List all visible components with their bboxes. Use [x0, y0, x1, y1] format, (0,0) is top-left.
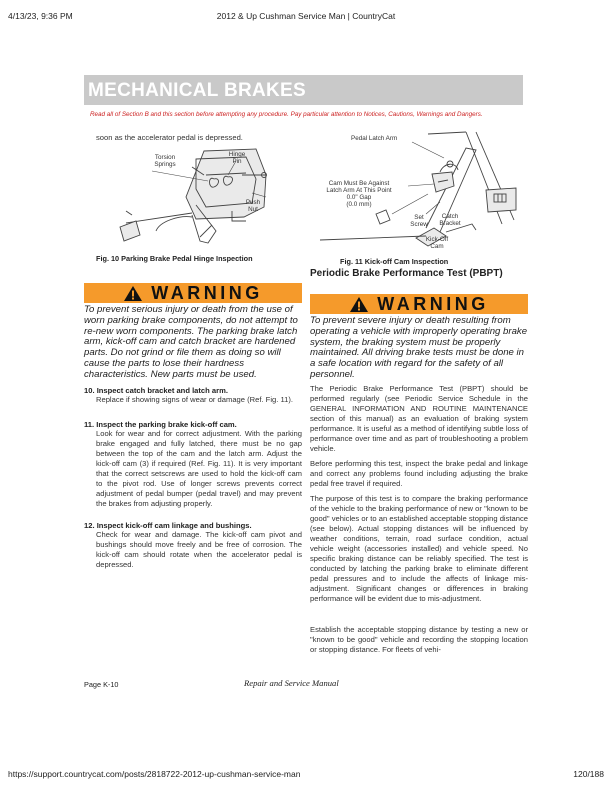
safety-notice: Read all of Section B and this section before attempting any procedure. Pay particular attention to Notices, Cautions, Warnings and Dangers. — [90, 111, 483, 118]
figure-10 — [96, 145, 306, 245]
label-push-nut: Push Nut — [245, 199, 261, 213]
step-10-body: Replace if showing signs of wear or damage (Ref. Fig. 11). — [96, 395, 293, 404]
fig11-caption: Fig. 11 Kick-off Cam Inspection — [340, 257, 449, 266]
manual-title: Repair and Service Manual — [244, 678, 339, 688]
step-10-number: 10. — [84, 386, 95, 395]
warning-banner-right — [310, 294, 528, 314]
label-pedal-latch-arm: Pedal Latch Arm — [351, 135, 398, 142]
warning-text-right: To prevent severe injury or death resulting from operating a vehicle with improperly operating brake system, the braking system must be properly maintained. All driving brake tests must be done in a safe location with regard for the safety of all personnel. — [310, 315, 528, 380]
pbpt-heading: Periodic Brake Performance Test (PBPT) — [310, 268, 503, 279]
print-page-title: 2012 & Up Cushman Service Man | CountryCat — [216, 11, 396, 21]
warning-triangle-icon — [123, 285, 143, 302]
fig10-caption: Fig. 10 Parking Brake Pedal Hinge Inspection — [96, 254, 253, 263]
page-number: Page K-10 — [84, 680, 119, 689]
step-10-title: Inspect catch bracket and latch arm. — [96, 386, 228, 395]
warning-banner-left — [84, 283, 302, 303]
step-11-number: 11. — [84, 420, 95, 429]
label-torsion-springs: Torsion Springs — [154, 154, 176, 168]
label-cam-against-latch: Cam Must Be Against Latch Arm At This Point 0.0" Gap (0.0 mm) — [326, 180, 392, 208]
pbpt-paragraph-2: Before performing this test, inspect the brake pedal and linkage and correct any problems found including adjusting the brake pedal free travel if required. — [310, 459, 528, 488]
step-12-title: Inspect kick-off cam linkage and bushings. — [96, 521, 252, 530]
warning-text-left: To prevent serious injury or death from the use of worn parking brake components, do not attempt to re-new worn components. The parking brake latch arm, kick-off cam and catch bracket are hardened parts. Do not grind or file them as doing so will cause the parts to lose their hardness characteristics. New parts must be used. — [84, 304, 298, 380]
warning-triangle-icon — [349, 296, 369, 313]
section-banner — [84, 75, 523, 105]
step-11 — [84, 420, 302, 509]
label-kickoff-cam: Kick-Off Cam — [425, 236, 449, 250]
step-12-body: Check for wear and damage. The kick-off cam pivot and bushings should move freely and be free of corrosion. The kick-off cam should rotate when the accelerator pedal is depressed. — [96, 530, 302, 569]
label-set-screw: Set Screw — [410, 214, 428, 228]
warning-word-left: WARNING — [151, 282, 263, 303]
pbpt-paragraph-4: Establish the acceptable stopping distance by testing a new or "known to be good" vehicle and recording the stopping location or stopping distance. For fleets of vehi- — [310, 625, 528, 654]
section-title: MECHANICAL BRAKES — [88, 80, 306, 101]
print-page-count: 120/188 — [573, 769, 604, 779]
print-url: https://support.countrycat.com/posts/2818722-2012-up-cushman-service-man — [8, 769, 301, 779]
step-10 — [84, 386, 302, 405]
step-11-title: Inspect the parking brake kick-off cam. — [96, 420, 237, 429]
label-catch-bracket: Catch Bracket — [439, 213, 461, 227]
warning-word-right: WARNING — [377, 293, 489, 314]
print-datetime: 4/13/23, 9:36 PM — [8, 11, 73, 21]
step-12 — [84, 521, 302, 570]
label-hinge-pin: Hinge Pin — [228, 151, 246, 165]
pbpt-paragraph-3: The purpose of this test is to compare the braking performance of the vehicle to the braking performance of new or "known to be good" vehicles or to an established acceptable stopping distance (see below). Actual stopping distances will be influenced by weather conditions, terrain, road surface condition, actual vehicle weight (accessories installed) and vehicle speed. No specific braking distance can be reliably specified. The test is conducted by latching the parking brake to eliminate different pedal pressures and to include the affects of linkage mis-adjustment. Significant changes or differences in braking performance will be evident due to mis-adjustment. — [310, 494, 528, 603]
pedal-hinge-illustration — [96, 145, 306, 245]
intro-text: soon as the accelerator pedal is depressed. — [96, 133, 243, 142]
step-11-body: Look for wear and for correct adjustment. With the parking brake engaged and fully latched, there must be no gap between the top of the cam and the latch arm. Adjust the kick-off cam (3) if required (Ref. Fig. 11). It is very important that the correct setscrews are used to hold the kick-off cam to the pivot rod. Use of longer screws prevents correct adjustment of pedal bumper (pedal travel) and may prevent the brakes from adjusting properly. — [96, 429, 302, 508]
step-12-number: 12. — [84, 521, 95, 530]
pbpt-paragraph-1: The Periodic Brake Performance Test (PBPT) should be performed regularly (see Periodic Service Schedule in the GENERAL INFORMATION AND ROUTINE MAINTENANCE section of this manual) as an evaluation of braking system performance. It is useful as a method of identifying subtle loss of performance over time and as part of troubleshooting a problem vehicle. — [310, 384, 528, 453]
